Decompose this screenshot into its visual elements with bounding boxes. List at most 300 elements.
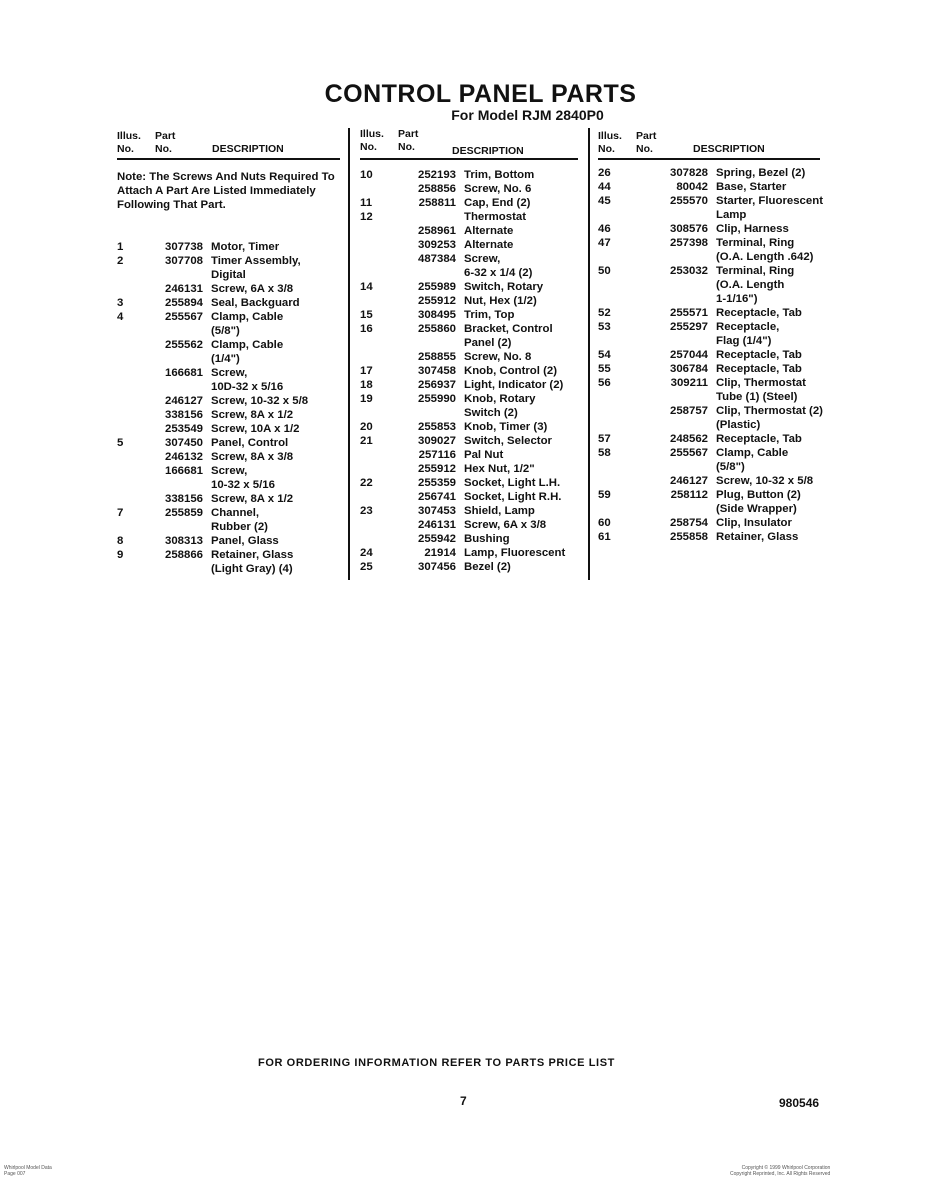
illus-number	[598, 502, 636, 516]
part-description: Digital	[211, 269, 246, 281]
part-number: 338156	[164, 409, 203, 421]
part-number: 308495	[417, 309, 456, 321]
part-description: Clamp, Cable	[716, 447, 789, 459]
part-row	[117, 366, 340, 380]
illus-number: 23	[360, 505, 373, 517]
part-number: 308313	[164, 535, 203, 547]
part-description: Clip, Harness	[716, 223, 789, 235]
part-row	[117, 310, 340, 324]
illus-number	[598, 460, 636, 474]
part-row	[360, 434, 578, 448]
part-description: Screw, 6A x 3/8	[211, 283, 294, 295]
illus-number	[117, 408, 155, 422]
part-number: 307738	[164, 241, 203, 253]
illus-number: 15	[360, 309, 373, 321]
part-description: Alternate	[464, 239, 514, 251]
part-row	[360, 182, 578, 196]
part-description: Hex Nut, 1/2"	[464, 463, 535, 475]
column-divider-1	[348, 128, 350, 580]
illus-number	[117, 492, 155, 506]
part-number: 80042	[676, 181, 708, 193]
part-row	[360, 420, 578, 434]
part-description: Receptacle, Tab	[716, 433, 802, 445]
part-description: Screw, 8A x 1/2	[211, 493, 294, 505]
part-description: Alternate	[464, 225, 514, 237]
fine-print-right: Copyright © 1999 Whirlpool Corporation Copyright Reprinted, Inc. All Rights Reserved	[730, 1165, 831, 1177]
part-row	[117, 394, 340, 408]
part-row	[598, 418, 820, 432]
part-description: Switch (2)	[464, 407, 518, 419]
part-description: Thermostat	[464, 211, 527, 223]
part-number: 258112	[670, 489, 708, 501]
part-number	[636, 250, 708, 264]
part-number	[398, 266, 456, 280]
page-number: 7	[460, 1094, 467, 1108]
part-row	[598, 376, 820, 390]
illus-number	[360, 532, 398, 546]
part-description: Clip, Thermostat (2)	[716, 405, 823, 417]
part-row	[598, 530, 820, 544]
part-description: Screw,	[211, 465, 248, 477]
part-description: Panel, Control	[211, 437, 289, 449]
illus-number: 7	[117, 507, 124, 519]
part-row	[360, 490, 578, 504]
column-header	[117, 128, 340, 160]
parts-column-3	[598, 128, 823, 544]
part-description: (O.A. Length .642)	[716, 251, 814, 263]
part-row	[598, 166, 820, 180]
part-row	[598, 488, 820, 502]
part-row	[360, 476, 578, 490]
illus-number	[360, 336, 398, 350]
part-row	[598, 194, 823, 208]
illus-number: 26	[598, 167, 611, 179]
description-header: DESCRIPTION	[212, 143, 284, 155]
part-description: (Light Gray) (4)	[211, 563, 293, 575]
part-description: Tube (1) (Steel)	[716, 391, 798, 403]
screws-note: Note: The Screws And Nuts Required To Attach A Part Are Listed Immediately Following That Part.	[117, 171, 335, 211]
part-row	[598, 446, 820, 460]
part-number: 258754	[669, 517, 708, 529]
part-row	[117, 478, 340, 492]
description-header: DESCRIPTION	[452, 145, 524, 157]
part-number	[398, 406, 456, 420]
part-description: Screw,	[211, 367, 248, 379]
column-header	[598, 128, 820, 160]
part-number	[155, 562, 203, 576]
header-rule	[117, 158, 340, 160]
part-number: 255942	[417, 533, 456, 545]
part-description: Shield, Lamp	[464, 505, 535, 517]
part-row	[360, 532, 578, 546]
part-row	[598, 404, 823, 418]
illus-number	[117, 422, 155, 436]
illus-number: 60	[598, 517, 611, 529]
part-number: 255297	[669, 321, 708, 333]
part-number: 307450	[164, 437, 203, 449]
illus-number	[117, 380, 155, 394]
illus-number: 22	[360, 477, 373, 489]
part-row	[360, 504, 578, 518]
illus-number	[117, 464, 155, 478]
illus-number: 10	[360, 169, 373, 181]
illus-number: 1	[117, 241, 124, 253]
part-number: 338156	[164, 493, 203, 505]
illus-number: 9	[117, 549, 124, 561]
illus-number	[360, 462, 398, 476]
part-description: (O.A. Length	[716, 279, 785, 291]
part-description: (5/8")	[716, 461, 745, 473]
part-number	[636, 502, 708, 516]
part-number	[636, 460, 708, 474]
part-description: 10D-32 x 5/16	[211, 381, 284, 393]
part-description: Receptacle, Tab	[716, 349, 802, 361]
part-description: Pal Nut	[464, 449, 504, 461]
part-description: (Side Wrapper)	[716, 503, 797, 515]
part-row	[360, 546, 578, 560]
part-row	[598, 278, 820, 292]
part-number: 166681	[164, 367, 203, 379]
part-description: Socket, Light R.H.	[464, 491, 562, 503]
illus-number	[360, 448, 398, 462]
part-number	[636, 418, 708, 432]
part-number: 246127	[669, 475, 708, 487]
part-row	[117, 450, 340, 464]
part-number	[155, 352, 203, 366]
part-description: Terminal, Ring	[716, 237, 795, 249]
part-description: Clip, Thermostat	[716, 377, 806, 389]
part-description: Lamp	[716, 209, 747, 221]
part-number: 166681	[164, 465, 203, 477]
part-description: Clip, Insulator	[716, 517, 792, 529]
part-row	[360, 392, 578, 406]
illus-number: 19	[360, 393, 373, 405]
part-number: 255571	[669, 307, 708, 319]
part-number: 255567	[669, 447, 708, 459]
part-number: 487384	[417, 253, 456, 265]
parts-list	[598, 166, 823, 544]
part-description: Receptacle, Tab	[716, 363, 802, 375]
part-number: 309211	[670, 377, 708, 389]
part-number: 258757	[669, 405, 708, 417]
part-row	[360, 238, 578, 252]
illus-number	[598, 390, 636, 404]
fine-print-left: Whirlpool Model Data Page 007	[4, 1165, 52, 1177]
illus-number	[360, 252, 398, 266]
part-number: 255858	[669, 531, 708, 543]
illus-header: Illus. No.	[598, 130, 622, 155]
part-row	[360, 336, 578, 350]
part-description: (Plastic)	[716, 419, 761, 431]
part-number: 258855	[417, 351, 456, 363]
illus-number: 57	[598, 433, 611, 445]
part-description: 1-1/16")	[716, 293, 758, 305]
illus-number	[598, 278, 636, 292]
part-description: Receptacle,	[716, 321, 780, 333]
part-number: 246131	[417, 519, 456, 531]
part-description: Receptacle, Tab	[716, 307, 802, 319]
part-row	[360, 308, 578, 322]
part-number	[155, 380, 203, 394]
parts-column-2	[360, 128, 578, 574]
part-row	[598, 460, 820, 474]
column-header	[360, 128, 578, 160]
part-number: 307828	[669, 167, 708, 179]
part-description: 10-32 x 5/16	[211, 479, 275, 491]
illus-number	[117, 338, 155, 352]
part-row	[598, 208, 820, 222]
part-description: Knob, Timer (3)	[464, 421, 548, 433]
part-description: Clamp, Cable	[211, 311, 284, 323]
part-row	[598, 222, 820, 236]
illus-number: 25	[360, 561, 373, 573]
illus-number: 4	[117, 311, 124, 323]
part-row	[598, 250, 820, 264]
part-row	[598, 320, 820, 334]
illus-number: 53	[598, 321, 611, 333]
part-number: 255570	[669, 195, 708, 207]
part-description: Clamp, Cable	[211, 339, 284, 351]
part-number	[155, 324, 203, 338]
illus-header: Illus. No.	[360, 128, 384, 153]
illus-number	[117, 478, 155, 492]
part-number: 248562	[669, 433, 708, 445]
illus-number	[598, 334, 636, 348]
part-number: 307453	[417, 505, 456, 517]
part-row	[360, 560, 578, 574]
illus-number	[360, 294, 398, 308]
illus-number	[360, 350, 398, 364]
part-row	[598, 348, 820, 362]
part-number: 255989	[417, 281, 456, 293]
part-description: Channel,	[211, 507, 260, 519]
part-row	[360, 378, 578, 392]
part-number: 307708	[164, 255, 203, 267]
part-number: 246127	[164, 395, 203, 407]
part-row	[117, 464, 340, 478]
part-row	[117, 268, 340, 282]
header-rule	[598, 158, 820, 160]
illus-number: 20	[360, 421, 373, 433]
part-number: 257044	[669, 349, 708, 361]
illus-number	[360, 406, 398, 420]
part-number: 252193	[417, 169, 456, 181]
illus-number	[598, 418, 636, 432]
illus-number	[117, 450, 155, 464]
illus-number: 14	[360, 281, 373, 293]
part-description: Base, Starter	[716, 181, 787, 193]
part-row	[117, 492, 340, 506]
illus-number: 17	[360, 365, 373, 377]
illus-number	[598, 208, 636, 222]
part-description: Socket, Light L.H.	[464, 477, 561, 489]
part-description: Spring, Bezel (2)	[716, 167, 806, 179]
part-row	[117, 296, 340, 310]
parts-list	[117, 226, 340, 576]
illus-number: 2	[117, 255, 124, 267]
part-row	[117, 422, 340, 436]
part-number: 258856	[417, 183, 456, 195]
part-description: Screw, No. 6	[464, 183, 532, 195]
illus-number: 16	[360, 323, 373, 335]
part-description: Switch, Selector	[464, 435, 552, 447]
part-row	[598, 516, 820, 530]
part-row	[360, 350, 578, 364]
part-number	[398, 210, 456, 224]
part-row	[360, 518, 578, 532]
part-number: 256741	[417, 491, 456, 503]
parts-list	[360, 168, 578, 574]
part-row	[598, 502, 820, 516]
part-description: 6-32 x 1/4 (2)	[464, 267, 533, 279]
part-row	[360, 266, 578, 280]
part-row	[360, 252, 578, 266]
part-row	[117, 352, 340, 366]
part-number: 253549	[164, 423, 203, 435]
part-row	[360, 224, 578, 238]
part-number	[155, 478, 203, 492]
part-number: 255859	[164, 507, 203, 519]
description-header: DESCRIPTION	[693, 143, 765, 155]
illus-number: 12	[360, 211, 373, 223]
part-number: 255567	[164, 311, 203, 323]
illus-number: 54	[598, 349, 611, 361]
part-description: Screw, No. 8	[464, 351, 532, 363]
part-row	[360, 294, 578, 308]
part-row	[598, 432, 820, 446]
part-number: 255359	[417, 477, 456, 489]
illus-number	[117, 520, 155, 534]
part-row	[360, 406, 578, 420]
illus-number	[117, 282, 155, 296]
part-row	[598, 362, 820, 376]
part-row	[117, 534, 340, 548]
illus-number	[598, 250, 636, 264]
part-description: Terminal, Ring	[716, 265, 795, 277]
part-row	[598, 334, 820, 348]
part-row	[117, 380, 340, 394]
part-number	[636, 292, 708, 306]
part-number	[636, 278, 708, 292]
part-number: 309253	[417, 239, 456, 251]
part-description: Knob, Rotary	[464, 393, 536, 405]
part-description: Bezel (2)	[464, 561, 511, 573]
part-row	[117, 226, 340, 240]
header-rule	[360, 158, 578, 160]
part-description: Plug, Button (2)	[716, 489, 801, 501]
part-number: 253032	[669, 265, 708, 277]
part-row	[598, 264, 820, 278]
part-number: 308576	[669, 223, 708, 235]
part-number	[155, 520, 203, 534]
illus-number: 47	[598, 237, 611, 249]
part-number: 309027	[417, 435, 456, 447]
part-row	[117, 562, 340, 576]
part-number: 307458	[417, 365, 456, 377]
part-description: Nut, Hex (1/2)	[464, 295, 537, 307]
illus-number: 55	[598, 363, 611, 375]
part-number: 257398	[669, 237, 708, 249]
part-number: 255860	[417, 323, 456, 335]
part-number: 257116	[418, 449, 456, 461]
illus-number	[360, 518, 398, 532]
part-row	[598, 474, 820, 488]
part-row	[598, 180, 820, 194]
part-number: 255912	[417, 463, 456, 475]
part-row	[598, 306, 820, 320]
part-number: 21914	[424, 547, 456, 559]
part-number: 255912	[417, 295, 456, 307]
part-row	[360, 448, 578, 462]
part-description: Bracket, Control	[464, 323, 553, 335]
part-description: Panel (2)	[464, 337, 512, 349]
illus-number	[117, 562, 155, 576]
part-number: 256937	[417, 379, 456, 391]
part-number	[398, 336, 456, 350]
part-description: Trim, Bottom	[464, 169, 535, 181]
part-number	[636, 208, 708, 222]
part-description: Cap, End (2)	[464, 197, 531, 209]
column-divider-2	[588, 128, 590, 580]
part-description: Light, Indicator (2)	[464, 379, 564, 391]
part-number: 306784	[669, 363, 708, 375]
part-description: Panel, Glass	[211, 535, 279, 547]
part-header: Part No.	[636, 130, 657, 155]
part-row	[117, 282, 340, 296]
illus-number: 44	[598, 181, 611, 193]
part-description: Screw, 8A x 1/2	[211, 409, 294, 421]
illus-number	[117, 352, 155, 366]
part-row	[117, 324, 340, 338]
illus-number: 11	[360, 197, 373, 209]
part-description: Knob, Control (2)	[464, 365, 558, 377]
illus-number	[598, 292, 636, 306]
part-number: 255562	[164, 339, 203, 351]
part-row	[360, 364, 578, 378]
illus-number	[117, 268, 155, 282]
part-row	[598, 236, 820, 250]
part-description: Seal, Backguard	[211, 297, 300, 309]
part-row	[598, 292, 820, 306]
part-description: Screw,	[464, 253, 501, 265]
part-number: 255853	[417, 421, 456, 433]
part-description: Screw, 10-32 x 5/8	[716, 475, 814, 487]
illus-number: 21	[360, 435, 373, 447]
illus-number: 46	[598, 223, 611, 235]
illus-number	[360, 490, 398, 504]
part-description: Screw, 8A x 3/8	[211, 451, 294, 463]
part-row	[117, 338, 340, 352]
part-row	[360, 168, 578, 182]
part-number: 258811	[418, 197, 456, 209]
part-description: Switch, Rotary	[464, 281, 544, 293]
illus-number: 56	[598, 377, 611, 389]
part-row	[360, 210, 578, 224]
part-description: Screw, 6A x 3/8	[464, 519, 547, 531]
part-description: Rubber (2)	[211, 521, 268, 533]
part-description: Trim, Top	[464, 309, 515, 321]
part-row	[117, 240, 340, 254]
illus-number: 18	[360, 379, 373, 391]
part-number: 258961	[417, 225, 456, 237]
part-number: 258866	[164, 549, 203, 561]
illus-number: 3	[117, 297, 124, 309]
illus-number: 50	[598, 265, 611, 277]
illus-number	[117, 324, 155, 338]
part-number	[155, 268, 203, 282]
illus-number	[117, 394, 155, 408]
part-row	[117, 436, 340, 450]
